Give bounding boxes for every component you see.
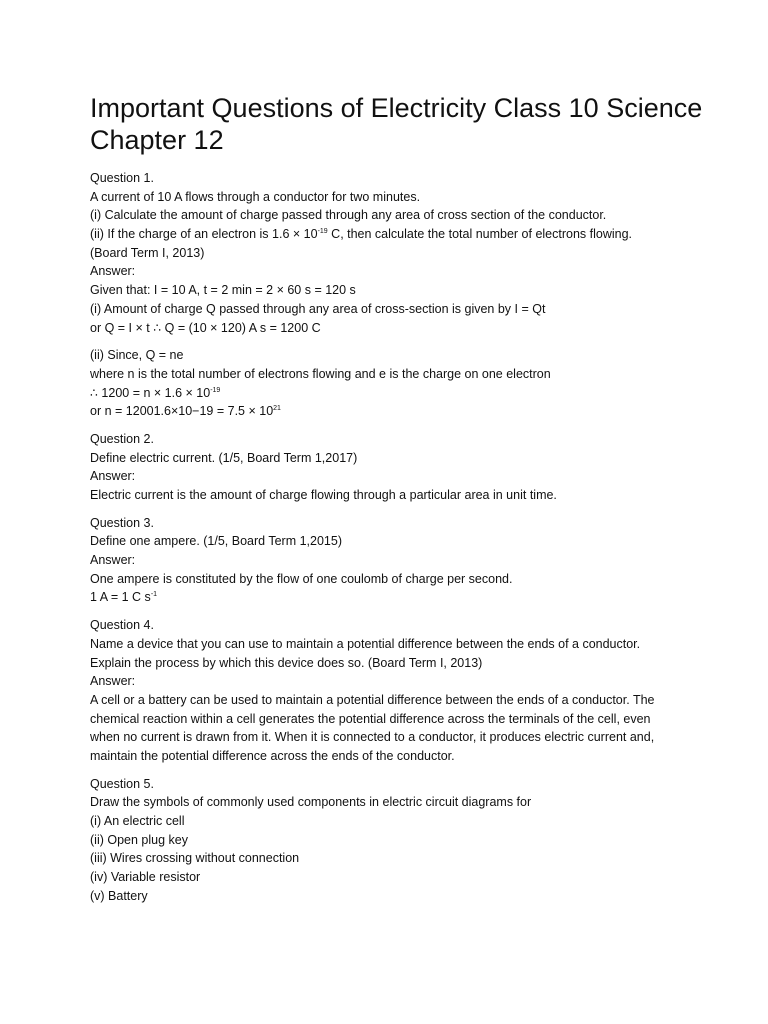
answer-label: Answer: [90, 674, 136, 689]
answer-line: One ampere is constituted by the flow of one coulomb of charge per second. [90, 571, 513, 586]
answer-label: Answer: [90, 264, 136, 279]
answer-label: Answer: [90, 469, 136, 484]
question-4-text: Explain the process by which this device does so. (Board Term I, 2013) [90, 655, 483, 670]
answer-line: Electric current is the amount of charge flowing through a particular area in unit time. [90, 488, 557, 502]
answer-line: chemical reaction within a cell generates the potential difference across the terminals of the cell, even [90, 711, 651, 726]
list-item: (i) An electric cell [90, 814, 185, 828]
answer-line: A cell or a battery can be used to maintain a potential difference between the ends of a conductor. The [90, 692, 655, 707]
question-1-part-ii: (ii) If the charge of an electron is $1.6 \times 10^{-19}$ C, then calculate the total number of electrons flowing. [90, 227, 633, 242]
answer-line: (i) Amount of charge Q passed through any area of cross-section is given by I = Qt [90, 301, 546, 316]
answer-line: when no current is drawn from it. When it is connected to a conductor, it produces electric current and, [90, 730, 655, 745]
question-1-part-i: (i) Calculate the amount of charge passed through any area of cross section of the conductor. [90, 208, 607, 223]
question-5-label: Question 5. [90, 776, 154, 791]
question-2-label: Question 2. [90, 431, 154, 446]
question-4-text: Name a device that you can use to maintain a potential difference between the ends of a conductor. [90, 636, 641, 651]
document-body [90, 169, 710, 905]
answer-line: (ii) Since, Q = ne [90, 348, 184, 363]
question-1-source: (Board Term I, 2013) [90, 245, 205, 260]
question-1-text: A current of 10 A flows through a conductor for two minutes. [90, 189, 421, 204]
question-3-text: Define one ampere. (1/5, Board Term 1,2015) [90, 534, 342, 549]
answer-line: where n is the total number of electrons flowing and e is the charge on one electron [90, 366, 551, 381]
page-title: Important Questions of Electricity Class 10 Science Chapter 12 [90, 93, 703, 155]
question-1-label: Question 1. [90, 171, 154, 185]
list-item: (ii) Open plug key [90, 832, 188, 847]
question-4-label: Question 4. [90, 618, 154, 633]
answer-line: ∴ $1200 = n \times 1.6 \times 10^{-19}$ [90, 385, 221, 400]
answer-line: or Q = I × t ∴ Q = (10 × 120) A s = 1200 C [90, 320, 321, 335]
question-2-text: Define electric current. (1/5, Board Term 1,2017) [90, 450, 358, 465]
list-item: (iv) Variable resistor [90, 870, 201, 885]
question-5-text: Draw the symbols of commonly used components in electric circuit diagrams for [90, 795, 532, 810]
answer-line: 1 A = 1 C $s^{-1}$ [90, 590, 158, 605]
answer-label: Answer: [90, 553, 136, 568]
question-3-label: Question 3. [90, 515, 154, 530]
answer-line: Given that: I = 10 A, t = 2 min = 2 × 60 s = 120 s [90, 283, 356, 298]
list-item: (v) Battery [90, 888, 148, 903]
list-item: (iii) Wires crossing without connection [90, 851, 300, 866]
answer-line: or $n = 12001.6\times 10-19 = 7.5 \times 10^{21}$ [90, 404, 281, 419]
answer-line: maintain the potential difference across the ends of the conductor. [90, 748, 455, 763]
